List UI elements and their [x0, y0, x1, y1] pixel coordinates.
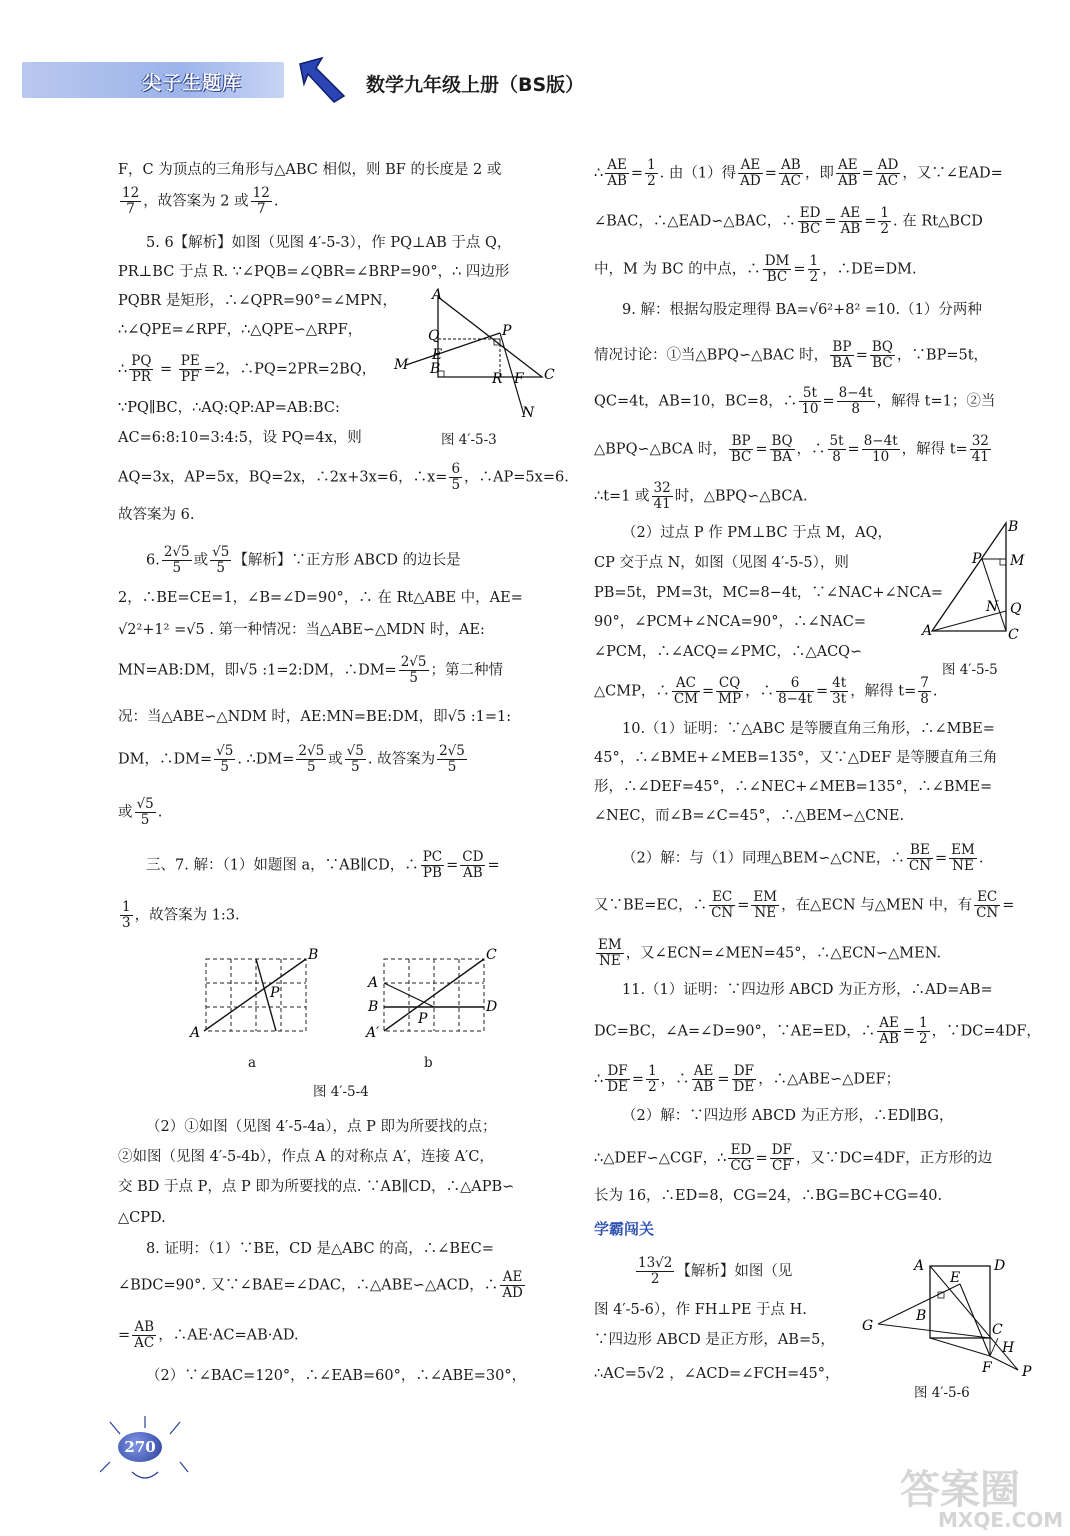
q9-line7: CP 交于点 N，如图（见图 4′-5-5），则 [594, 555, 849, 571]
q10-line1: 10.（1）证明：∵△ABC 是等腰直角三角形，∴∠MBE= [622, 721, 995, 737]
svg-text:B: B [308, 947, 319, 963]
q6-line3: √2²+1² =√5 . 第一种情况：当△ABE∽△MDN 时，AE: [118, 622, 485, 638]
x-line2: 图 4′-5-6），作 FH⊥PE 于点 H. [594, 1302, 807, 1318]
q6-line6: DM，∴DM= $\frac{√5}{5}$ . ∴DM= $\frac{2√5}{5}$ 或 $\frac{√5}{5}$ . 故答案为 $\frac{2√5}{5}$ [118, 743, 465, 775]
q9-line6: （2）过点 P 作 PM⊥BC 于点 M，AQ， [622, 525, 892, 541]
fraction: $\frac{12}{7}$ [252, 185, 270, 217]
q8-line4: （2）∵∠BAC=120°，∴∠EAB=60°，∴∠ABE=30°， [146, 1368, 527, 1384]
svg-text:E: E [950, 1270, 961, 1286]
q5-line9: 故答案为 6. [118, 507, 195, 523]
arrow-icon [292, 54, 352, 106]
q9-line10: ∠PCM，∴∠ACQ=∠PMC，∴△ACQ∽ [594, 644, 863, 660]
q7-line6: △CPD. [118, 1210, 166, 1226]
svg-text:C: C [992, 1322, 1003, 1338]
svg-text:N: N [986, 599, 999, 615]
q5-line3: PQBR 是矩形，∴∠QPR=90°=∠MPN， [118, 293, 397, 309]
q10-line7: $\frac{EM}{NE}$ ，又∠ECN=∠MEN=45°，∴△ECN∽△MEN. [598, 937, 942, 969]
x-line4: ∴AC=5√2 ，∠ACD=∠FCH=45°， [594, 1366, 840, 1382]
q6-line7: 或 $\frac{√5}{5}$ . [118, 796, 163, 828]
figure-caption: 图 4′-5-3 [441, 432, 497, 448]
q9-line2: 情况讨论：①当△BPQ∽△BAC 时， $\frac{BP}{BA}$ = $\frac{BQ}{BC}$ ，∵BP=5t， [594, 339, 989, 371]
x-line1: $\frac{13√2}{2}$ 【解析】如图（见 [638, 1255, 793, 1287]
svg-text:C: C [486, 947, 497, 963]
svg-text:H: H [1002, 1340, 1015, 1356]
svg-text:C: C [544, 367, 555, 383]
q8-line1: 8. 证明：（1）∵BE，CD 是△ABC 的高，∴∠BEC= [146, 1241, 494, 1257]
page-number: 270 [118, 1432, 162, 1462]
svg-text:P: P [502, 323, 512, 339]
figure-4-5-6 [858, 1252, 1038, 1382]
figure-4-5-3 [392, 285, 562, 425]
q9-line5: ∴t=1 或 $\frac{32}{41}$ 时，△BPQ∽△BCA. [594, 480, 808, 512]
q7-line4: ②如图（见图 4′-5-4b），作点 A 的对称点 A′，连接 A′C， [118, 1149, 494, 1165]
q10-line6: 又∵BE=EC，∴ $\frac{EC}{CN}$ = $\frac{EM}{NE}$ ，在△ECN 与△MEN 中，有 $\frac{EC}{CN}$ = [594, 889, 1015, 921]
q6-line4: MN=AB:DM，即√5 :1=2:DM，∴DM= $\frac{2√5}{5}$ ；第二种情 [118, 654, 503, 686]
q9-line8: PB=5t，PM=3t，MC=8−4t，∵∠NAC+∠NCA= [594, 585, 944, 601]
figure-4-5-5 [920, 515, 1030, 650]
section-title: 学霸闯关 [594, 1220, 655, 1238]
q9-line11: △CMP，∴ $\frac{AC}{CM}$ = $\frac{CQ}{MP}$ ，∴ $\frac{6}{8-4t}$ = $\frac{4t}{3t}$ ，解得 t= $\frac{7}{8}$ . [594, 675, 938, 707]
svg-text:D: D [994, 1258, 1006, 1274]
svg-text:F: F [982, 1360, 992, 1376]
figure-4-5-4a [186, 945, 326, 1045]
header-badge-text: 尖子生题库 [142, 72, 243, 94]
q9-line9: 90°，∠PCM+∠NCA=90°，∴∠NAC= [594, 614, 867, 630]
svg-text:Q: Q [1010, 601, 1022, 617]
figure-caption: 图 4′-5-6 [914, 1385, 970, 1401]
header-title: 数学九年级上册（BS版） [366, 74, 585, 96]
watermark-logo: 答案圈 [900, 1467, 1020, 1513]
svg-text:G: G [862, 1318, 874, 1334]
q5-line5: ∴ $\frac{PQ}{PR}$ = $\frac{PE}{PF}$ =2，∴PQ=2PR=2BQ， [118, 353, 377, 385]
watermark-url: MXQE.COM [938, 1508, 1064, 1532]
q11-line3: ∴ $\frac{DF}{DE}$ = $\frac{1}{2}$ ，∴ $\frac{AE}{AB}$ = $\frac{DF}{DE}$ ，∴△ABE∽△DEF； [594, 1063, 901, 1095]
q5-line2: PR⊥BC 于点 R. ∵∠PQB=∠QBR=∠BRP=90°，∴ 四边形 [118, 264, 510, 280]
svg-text:B: B [916, 1308, 927, 1324]
q10-line5: （2）解：与（1）同理△BEM∽△CNE，∴ $\frac{BE}{CN}$ = $\frac{EM}{NE}$ . [622, 842, 984, 874]
q8-line2: ∠BDC=90°. 又∵∠BAE=∠DAC，∴△ABE∽△ACD，∴ $\frac{AE}{AD}$ [118, 1269, 523, 1301]
svg-text:M: M [394, 357, 409, 373]
svg-text:P: P [1022, 1364, 1032, 1380]
q6-line2: 2，∴BE=CE=1，∠B=∠D=90°，∴ 在 Rt△ABE 中，AE= [118, 590, 523, 606]
svg-text:P: P [418, 1011, 428, 1027]
svg-text:F: F [514, 371, 524, 387]
svg-text:Q: Q [428, 328, 440, 344]
q5-line8: AQ=3x，AP=5x，BQ=2x，∴2x+3x=6，∴x= $\frac{6}{5}$ ，∴AP=5x=6. [118, 461, 569, 493]
svg-text:B: B [368, 999, 379, 1015]
svg-text:C: C [1008, 627, 1019, 643]
svg-text:P: P [270, 985, 280, 1001]
q10-line3: 形，∴∠DEF=45°，∴∠NEC+∠MEB=135°，∴∠BME= [594, 779, 993, 795]
q11-line5: ∴△DEF∽△CGF，∴ $\frac{ED}{CG}$ = $\frac{DF}{CF}$ ，又∵DC=4DF，正方形的边 [594, 1142, 993, 1174]
q9-line1: 9. 解：根据勾股定理得 BA=√6²+8² =10.（1）分两种 [622, 302, 982, 318]
svg-text:B: B [430, 361, 441, 377]
q5-line6: ∵PQ∥BC，∴AQ:QP:AP=AB:BC: [118, 400, 340, 416]
q11-line2: DC=BC，∠A=∠D=90°，∵AE=ED，∴ $\frac{AE}{AB}$ = $\frac{1}{2}$ ，∵DC=4DF， [594, 1015, 1041, 1047]
x-line3: ∵四边形 ABCD 是正方形，AB=5， [594, 1332, 835, 1348]
svg-text:D: D [486, 999, 498, 1015]
left-p1-line2: $\frac{12}{7}$ ，故答案为 2 或 $\frac{12}{7}$ . [122, 185, 279, 217]
q11-line1: 11.（1）证明：∵四边形 ABCD 为正方形，∴AD=AB= [622, 982, 993, 998]
figure-caption: 图 4′-5-4 [313, 1084, 369, 1100]
r-line2: ∠BAC，∴△EAD∽△BAC，∴ $\frac{ED}{BC}$ = $\frac{AE}{AB}$ = $\frac{1}{2}$ . 在 Rt△BCD [594, 205, 983, 237]
fraction: $\frac{12}{7}$ [122, 185, 140, 217]
svg-text:A′: A′ [366, 1025, 380, 1041]
svg-text:R: R [492, 371, 503, 387]
q5-line1: 5. 6【解析】如图（见图 4′-5-3），作 PQ⊥AB 于点 Q， [146, 235, 512, 251]
figure-caption: 图 4′-5-5 [942, 662, 998, 678]
figure-label-b: b [424, 1055, 433, 1071]
left-p1-line1: F，C 为顶点的三角形与△ABC 相似，则 BF 的长度是 2 或 [118, 162, 502, 178]
svg-text:A: A [368, 975, 379, 991]
q6-line1: 6. $\frac{2√5}{5}$ 或 $\frac{√5}{5}$ 【解析】∵正方形 ABCD 的边长是 [146, 544, 461, 576]
q9-line3: QC=4t，AB=10，BC=8，∴ $\frac{5t}{10}$ = $\frac{8-4t}{8}$ ，解得 t=1；②当 [594, 385, 996, 417]
svg-text:N: N [522, 405, 535, 421]
q11-line4: （2）解：∵四边形 ABCD 为正方形，∴ED∥BG， [622, 1108, 954, 1124]
q9-line4: △BPQ∽△BCA 时， $\frac{BP}{BC}$ = $\frac{BQ}{BA}$ ，∴ $\frac{5t}{8}$ = $\frac{8-4t}{10}$ ，解得 t= $\frac{32}{41}$ [594, 433, 989, 465]
q5-line4: ∴∠QPE=∠RPF，∴△QPE∽△RPF， [118, 322, 363, 338]
q10-line2: 45°，∴∠BME+∠MEB=135°，又∵△DEF 是等腰直角三角 [594, 750, 998, 766]
svg-text:B: B [1008, 519, 1019, 535]
q10-line4: ∠NEC，而∠B=∠C=45°，∴△BEM∽△CNE. [594, 808, 905, 824]
q5-line7: AC=6:8:10=3:4:5，设 PQ=4x，则 [118, 430, 362, 446]
figure-label-a: a [248, 1055, 257, 1071]
svg-text:A: A [914, 1258, 925, 1274]
svg-text:A: A [922, 623, 933, 639]
q11-line6: 长为 16，∴ED=8，CG=24，∴BG=BC+CG=40. [594, 1188, 943, 1204]
q7-line3: （2）①如图（见图 4′-5-4a），点 P 即为所要找的点； [146, 1119, 497, 1135]
svg-text:E: E [432, 347, 443, 363]
q6-line5: 况：当△ABE∽△NDM 时，AE:MN=BE:DM，即√5 :1=1: [118, 709, 512, 725]
svg-text:A: A [190, 1025, 201, 1041]
svg-text:M: M [1010, 553, 1025, 569]
q7-line2: $\frac{1}{3}$ ，故答案为 1:3. [122, 899, 240, 931]
svg-text:A: A [432, 287, 443, 303]
svg-text:P: P [972, 551, 982, 567]
r-line3: 中，M 为 BC 的中点，∴ $\frac{DM}{BC}$ = $\frac{1}{2}$ ，∴DE=DM. [594, 253, 917, 285]
q7-line5: 交 BD 于点 P，点 P 即为所要找的点. ∵AB∥CD，∴△APB∽ [118, 1179, 515, 1195]
q7-line1: 三、7. 解：（1）如题图 a，∵AB∥CD，∴ $\frac{PC}{PB}$ = $\frac{CD}{AB}$ = [146, 849, 500, 881]
q8-line3: = $\frac{AB}{AC}$ ，∴AE·AC=AB·AD. [118, 1319, 299, 1351]
r-line1: ∴ $\frac{AE}{AB}$ = $\frac{1}{2}$ . 由（1）得 $\frac{AE}{AD}$ = $\frac{AB}{AC}$ ，即 $\frac{AE}{AB}$ = $\frac{AD}{AC}$ ，又∵∠EAD= [594, 157, 1003, 189]
figure-4-5-4b [364, 945, 504, 1045]
